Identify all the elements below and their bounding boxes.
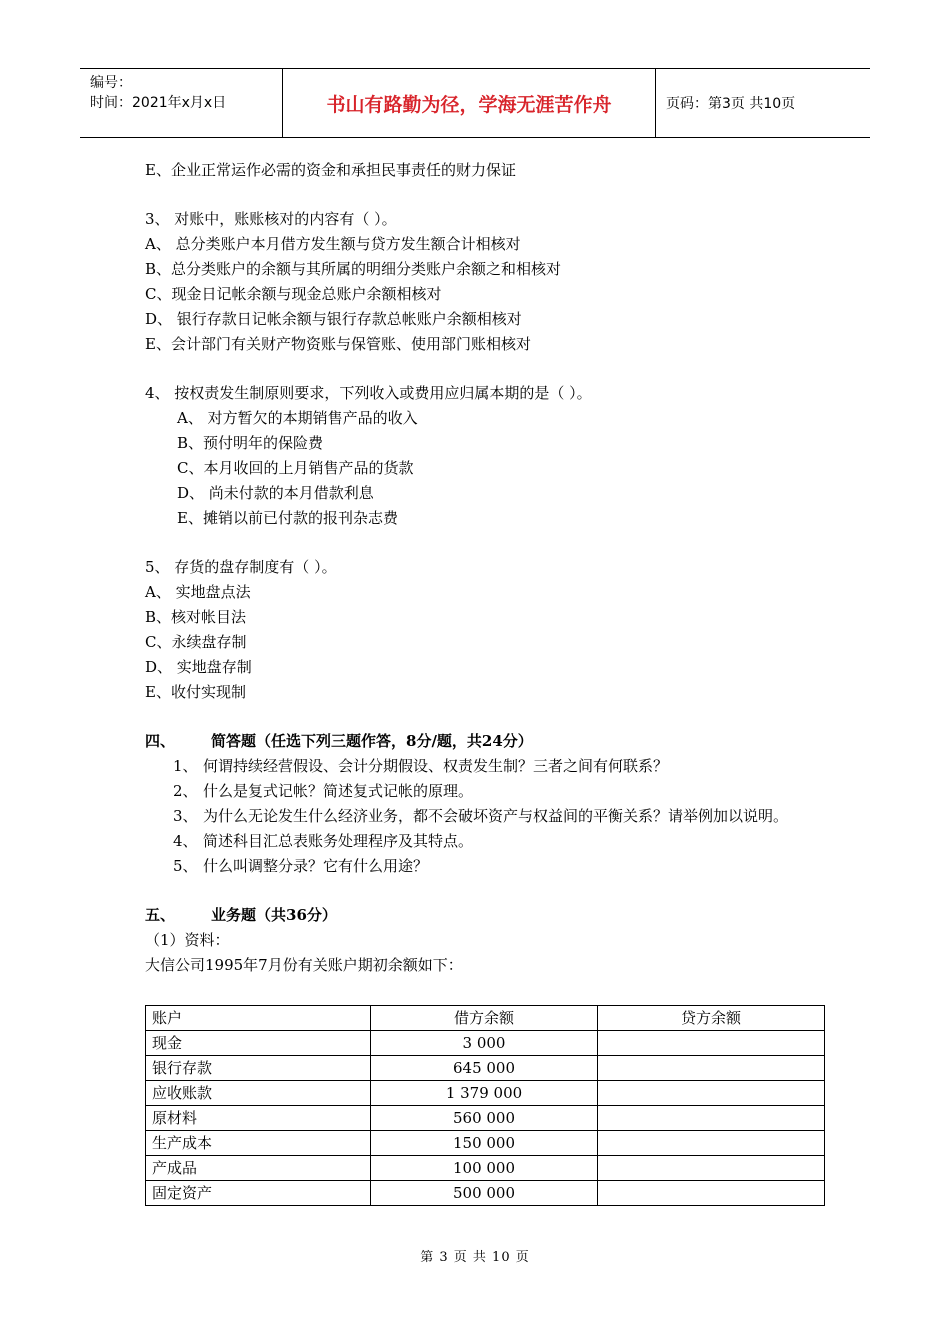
q5-stem: 5、 存货的盘存制度有（ ）。 — [145, 558, 337, 576]
question-text: 什么叫调整分录？它有什么用途？ — [203, 857, 429, 875]
section4-question — [145, 754, 835, 779]
q5-option: A、 实地盘点法 — [145, 583, 251, 601]
question-number: 1、 — [173, 757, 198, 775]
table-row — [146, 1031, 825, 1056]
table-cell — [598, 1181, 825, 1206]
section5-sub: （1）资料： — [145, 931, 230, 949]
section5-heading — [145, 903, 835, 928]
q4-option: C、本月收回的上月销售产品的货款 — [177, 459, 414, 477]
table-cell — [598, 1131, 825, 1156]
table-cell: 原材料 — [146, 1106, 371, 1131]
table-header-row — [146, 1006, 825, 1031]
table-cell: 固定资产 — [146, 1181, 371, 1206]
table-cell: 3 000 — [371, 1031, 598, 1056]
q5-option: C、永续盘存制 — [145, 633, 247, 651]
table-header: 借方余额 — [371, 1006, 598, 1031]
table-cell: 1 379 000 — [371, 1081, 598, 1106]
q5-option: E、收付实现制 — [145, 683, 246, 701]
page-footer: 第 3 页 共 10 页 — [420, 1250, 530, 1265]
header-page-label: 页码：第3页 共10页 — [666, 96, 796, 112]
q3-option: E、会计部门有关财产物资账与保管账、使用部门账相核对 — [145, 335, 531, 353]
table-cell: 产成品 — [146, 1156, 371, 1181]
table-header: 账户 — [146, 1006, 371, 1031]
q5-option: D、 实地盘存制 — [145, 658, 252, 676]
section4-number: 四、 — [145, 732, 176, 750]
table-cell — [598, 1106, 825, 1131]
section4-question — [145, 779, 835, 804]
table-row — [146, 1181, 825, 1206]
section5-intro: 大信公司1995年7月份有关账户期初余额如下： — [145, 956, 463, 974]
q4-option: A、 对方暂欠的本期销售产品的收入 — [177, 409, 418, 427]
q4-option: E、摊销以前已付款的报刊杂志费 — [177, 509, 398, 527]
section4-question — [145, 804, 835, 829]
table-cell: 645 000 — [371, 1056, 598, 1081]
table-cell: 应收账款 — [146, 1081, 371, 1106]
section4-question — [145, 854, 835, 879]
question-number: 3、 — [173, 807, 198, 825]
table-cell: 100 000 — [371, 1156, 598, 1181]
time-label: 时间：2021年x月x日 — [90, 95, 227, 111]
section4-heading — [145, 729, 835, 754]
number-label: 编号： — [90, 75, 132, 91]
question-number: 5、 — [173, 857, 198, 875]
opening-balance-table — [145, 1005, 825, 1206]
section4-title: 简答题（任选下列三题作答，8分/题，共24分） — [211, 732, 533, 750]
table-cell — [598, 1031, 825, 1056]
question-number: 2、 — [173, 782, 198, 800]
section4-question — [145, 829, 835, 854]
table-cell: 150 000 — [371, 1131, 598, 1156]
section5-title: 业务题（共36分） — [211, 906, 337, 924]
q4-option: B、预付明年的保险费 — [177, 434, 324, 452]
header-motto: 书山有路勤为径，学海无涯苦作舟 — [282, 69, 656, 137]
q3-option: A、 总分类账户本月借方发生额与贷方发生额合计相核对 — [145, 235, 521, 253]
table-row — [146, 1056, 825, 1081]
table-cell — [598, 1056, 825, 1081]
q4-stem: 4、 按权责发生制原则要求，下列收入或费用应归属本期的是（ ）。 — [145, 384, 592, 402]
table-row — [146, 1081, 825, 1106]
table-cell: 500 000 — [371, 1181, 598, 1206]
table-cell: 560 000 — [371, 1106, 598, 1131]
page-header — [80, 68, 870, 138]
q3-stem: 3、 对账中，账账核对的内容有（ ）。 — [145, 210, 397, 228]
table-cell: 现金 — [146, 1031, 371, 1056]
document-body — [145, 158, 835, 978]
question-text: 为什么无论发生什么经济业务，都不会破坏资产与权益间的平衡关系？请举例加以说明。 — [203, 807, 789, 825]
q3-option: C、现金日记帐余额与现金总账户余额相核对 — [145, 285, 442, 303]
table-header: 贷方余额 — [598, 1006, 825, 1031]
q3-option: D、 银行存款日记帐余额与银行存款总帐账户余额相核对 — [145, 310, 522, 328]
question-text: 什么是复式记帐？简述复式记帐的原理。 — [203, 782, 474, 800]
q4-option: D、 尚未付款的本月借款利息 — [177, 484, 374, 502]
table-cell: 生产成本 — [146, 1131, 371, 1156]
header-meta — [80, 69, 282, 137]
q2-option-e: E、企业正常运作必需的资金和承担民事责任的财力保证 — [145, 161, 516, 179]
question-text: 简述科目汇总表账务处理程序及其特点。 — [203, 832, 474, 850]
question-text: 何谓持续经营假设、会计分期假设、权责发生制？三者之间有何联系？ — [203, 757, 669, 775]
table-cell — [598, 1156, 825, 1181]
question-number: 4、 — [173, 832, 198, 850]
table-row — [146, 1131, 825, 1156]
table-cell: 银行存款 — [146, 1056, 371, 1081]
q5-option: B、核对帐目法 — [145, 608, 247, 626]
table-row — [146, 1106, 825, 1131]
q3-option: B、总分类账户的余额与其所属的明细分类账户余额之和相核对 — [145, 260, 562, 278]
section5-number: 五、 — [145, 906, 176, 924]
table-cell — [598, 1081, 825, 1106]
table-row — [146, 1156, 825, 1181]
